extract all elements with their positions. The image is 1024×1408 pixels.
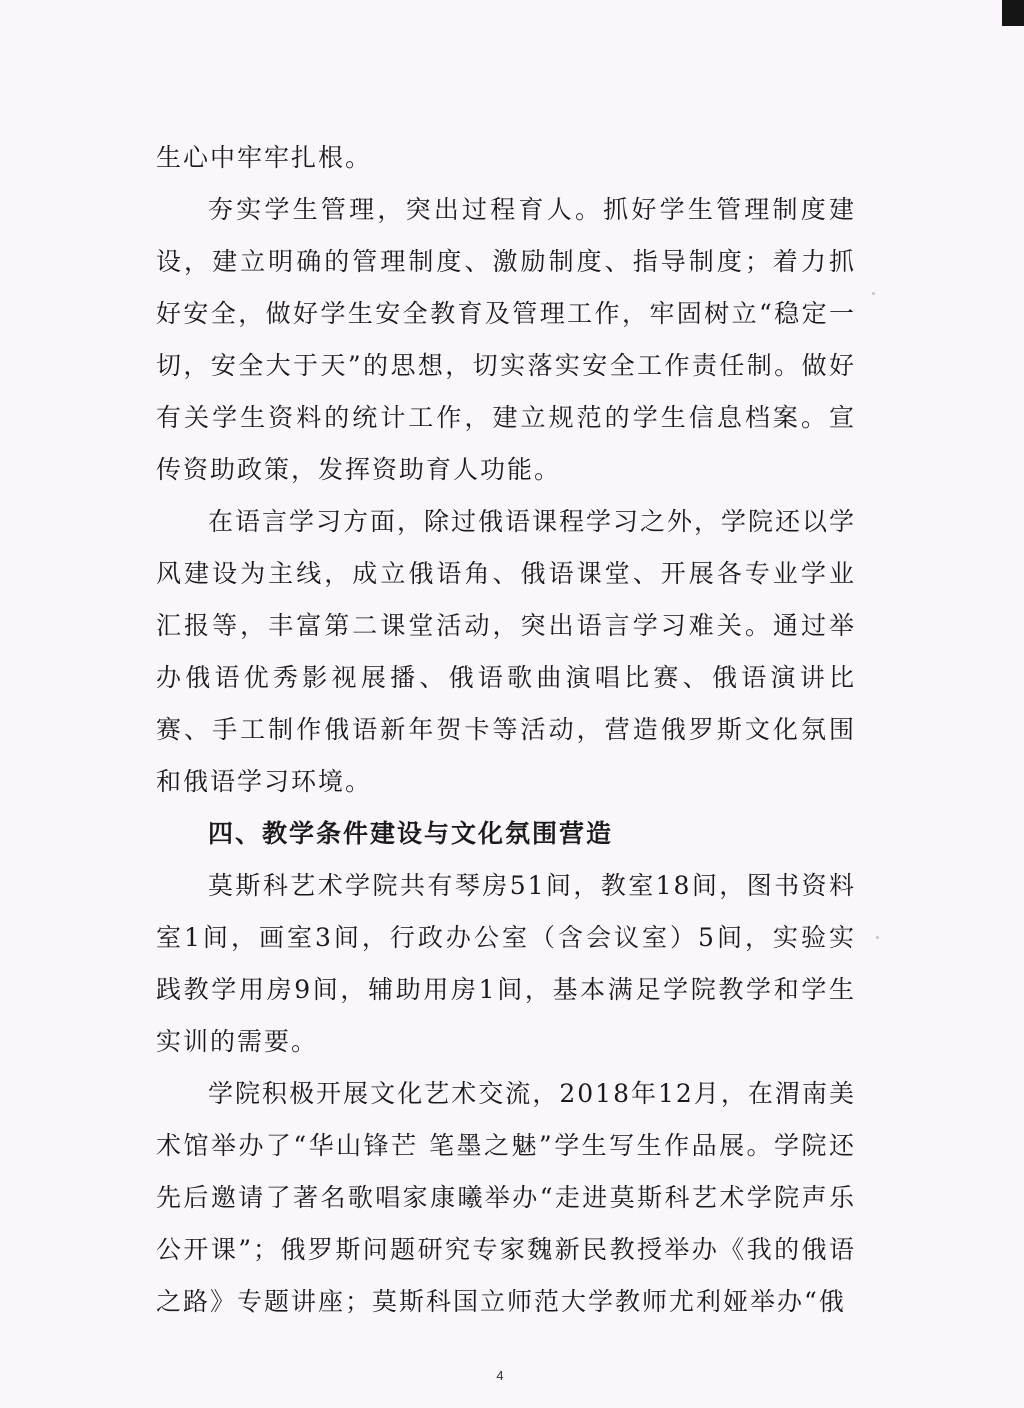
- scan-speck: [876, 936, 879, 939]
- scan-edge-mark: [1002, 0, 1024, 26]
- paragraph-facilities: 莫斯科艺术学院共有琴房51间，教室18间，图书资料室1间，画室3间，行政办公室（含会议室）5间，实验实践教学用房9间，辅助用房1间，基本满足学院教学和学生实训的需要。: [156, 871, 856, 1056]
- paragraph-student-management: 夯实学生管理，突出过程育人。抓好学生管理制度建设，建立明确的管理制度、激励制度、指导制度；着力抓好安全，做好学生安全教育及管理工作，牢固树立“稳定一切，安全大于天”的思想，切实落实安全工作责任制。做好有关学生资料的统计工作，建立规范的学生信息档案。宣传资助政策，发挥资助育人功能。: [156, 195, 856, 484]
- paragraph-continuation: 生心中牢牢扎根。: [156, 143, 373, 172]
- document-page: [156, 132, 856, 1328]
- page-number: 4: [496, 1368, 504, 1383]
- scan-speck: [872, 292, 875, 295]
- paragraph-cultural-exchange: 学院积极开展文化艺术交流，2018年12月，在渭南美术馆举办了“华山锋芒 笔墨之魅”学生写生作品展。学院还先后邀请了著名歌唱家康曦举办“走进莫斯科艺术学院声乐公开课”；俄罗斯问题研究专家魏新民教授举办《我的俄语之路》专题讲座；莫斯科国立师范大学教师尤利娅举办“俄: [156, 1079, 856, 1316]
- paragraph-language-learning: 在语言学习方面，除过俄语课程学习之外，学院还以学风建设为主线，成立俄语角、俄语课堂、开展各专业学业汇报等，丰富第二课堂活动，突出语言学习难关。通过举办俄语优秀影视展播、俄语歌曲演唱比赛、俄语演讲比赛、手工制作俄语新年贺卡等活动，营造俄罗斯文化氛围和俄语学习环境。: [156, 507, 857, 796]
- section-heading: 四、教学条件建设与文化氛围营造: [208, 819, 614, 848]
